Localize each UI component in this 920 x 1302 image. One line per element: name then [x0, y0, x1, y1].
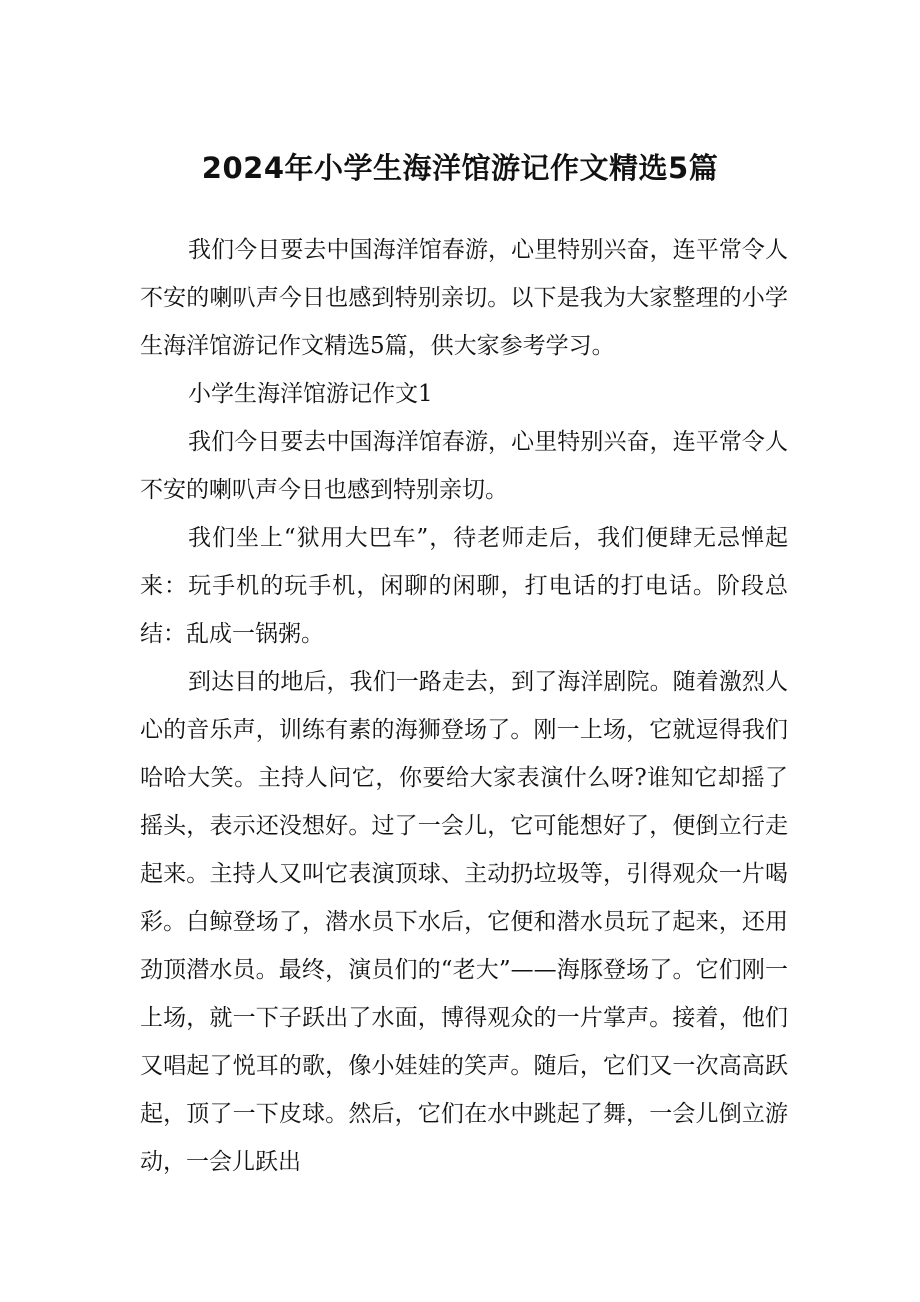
- intro-paragraph: 我们今日要去中国海洋馆春游，心里特别兴奋，连平常令人不安的喇叭声今日也感到特别亲切。以下是我为大家整理的小学生海洋馆游记作文精选5篇，供大家参考学习。: [140, 237, 788, 359]
- body-paragraph: 我们坐上“狱用大巴车”，待老师走后，我们便肆无忌惮起来：玩手机的玩手机，闲聊的闲聊，打电话的打电话。阶段总结：乱成一锅粥。: [140, 525, 788, 647]
- body-paragraph: 到达目的地后，我们一路走去，到了海洋剧院。随着激烈人心的音乐声，训练有素的海狮登场了。刚一上场，它就逗得我们哈哈大笑。主持人问它，你要给大家表演什么呀?谁知它却摇了摇头，表示还没想好。过了一会儿，它可能想好了，便倒立行走起来。主持人又叫它表演顶球、主动扔垃圾等，引得观众一片喝彩。白鲸登场了，潜水员下水后，它便和潜水员玩了起来，还用劲顶潜水员。最终，演员们的“老大”——海豚登场了。它们刚一上场，就一下子跃出了水面，博得观众的一片掌声。接着，他们又唱起了悦耳的歌，像小娃娃的笑声。随后，它们又一次高高跃起，顶了一下皮球。然后，它们在水中跳起了舞，一会儿倒立游动，一会儿跃出: [140, 669, 788, 1175]
- document-title: 2024年小学生海洋馆游记作文精选5篇: [201, 151, 719, 185]
- section-heading: 小学生海洋馆游记作文1: [188, 381, 433, 407]
- body-paragraph: 我们今日要去中国海洋馆春游，心里特别兴奋，连平常令人不安的喇叭声今日也感到特别亲切。: [140, 429, 788, 503]
- document-body: [140, 226, 788, 1186]
